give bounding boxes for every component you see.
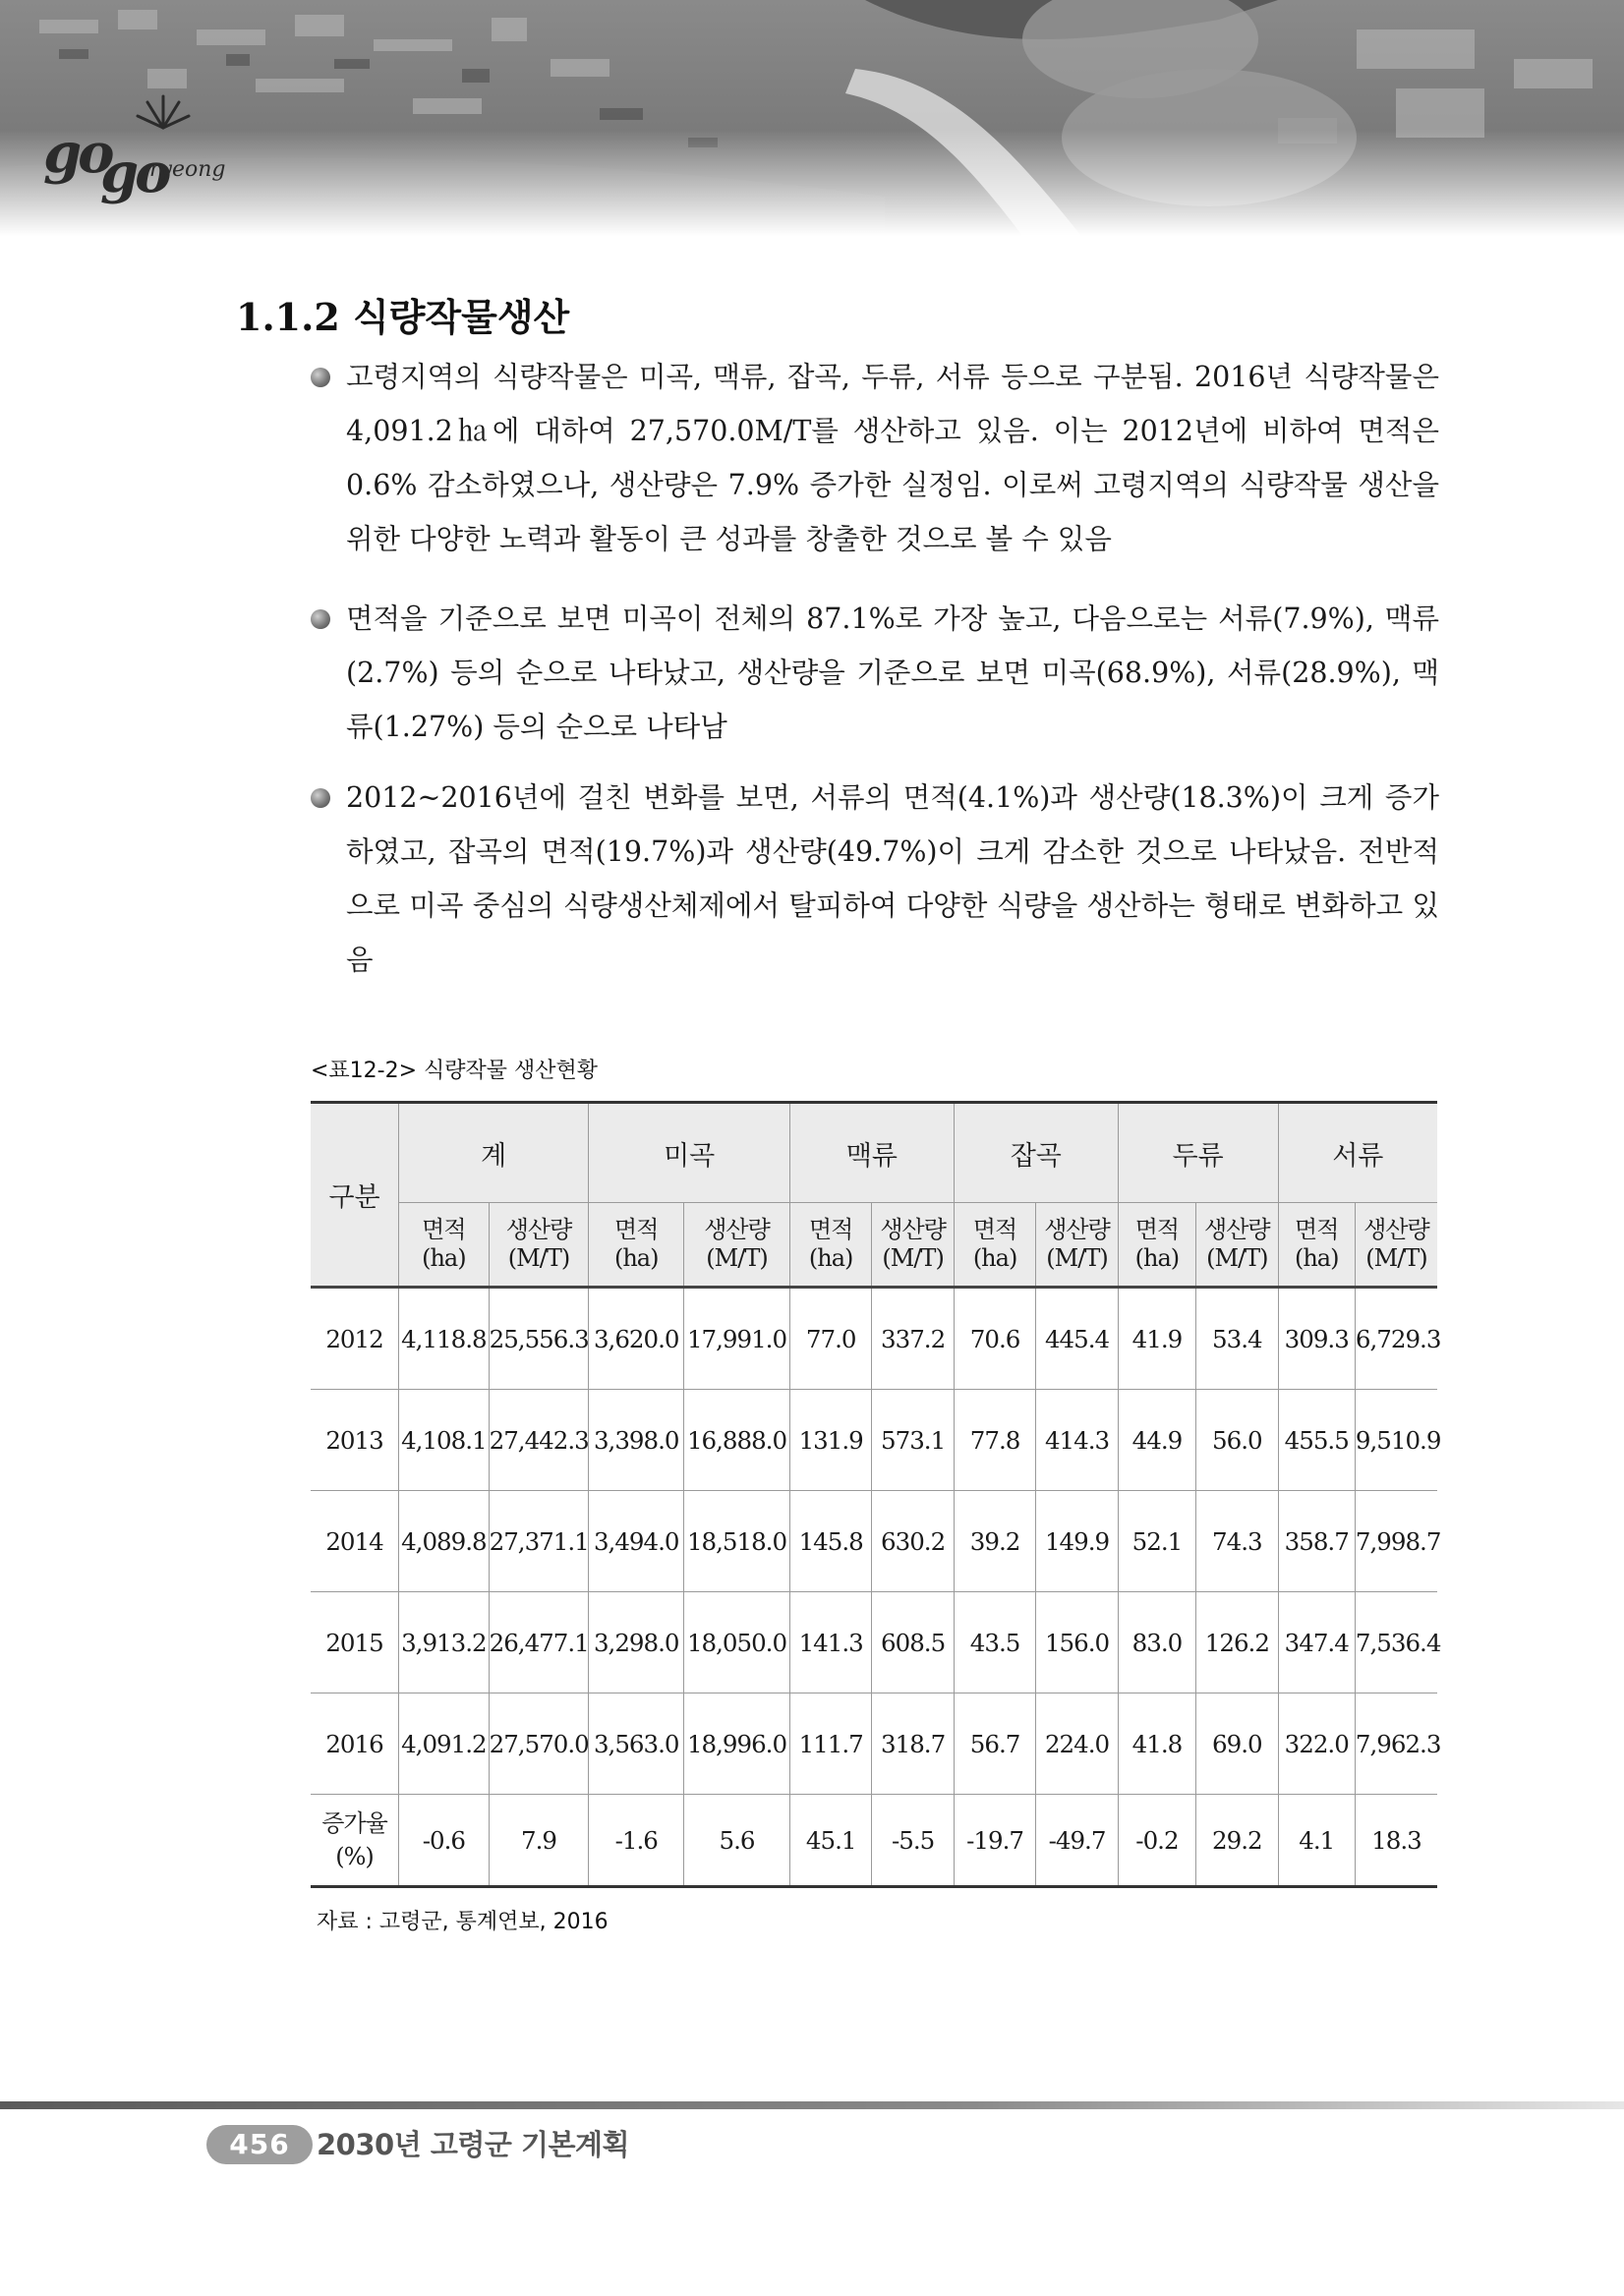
production-header (1196, 1203, 1278, 1288)
table-caption: <표12-2> 식량작물 생산현황 (311, 1059, 599, 1083)
production-header-unit: (M/T) (1365, 1244, 1427, 1272)
table-cell: 29.2 (1196, 1795, 1278, 1887)
table-cell: 27,570.0 (489, 1693, 589, 1795)
table-cell: 4,091.2 (399, 1693, 490, 1795)
table-cell: -1.6 (589, 1795, 684, 1887)
area-header (789, 1203, 871, 1288)
area-header (1118, 1203, 1195, 1288)
sun-rays-icon (134, 88, 193, 138)
row-label (311, 1795, 399, 1887)
table-cell: 358.7 (1278, 1491, 1355, 1592)
row-label: 2012 (311, 1288, 399, 1390)
table-cell: 18,996.0 (684, 1693, 790, 1795)
production-header (1036, 1203, 1118, 1288)
table-cell: 18,518.0 (684, 1491, 790, 1592)
row-label: 2013 (311, 1390, 399, 1491)
table-cell: 318.7 (872, 1693, 954, 1795)
table-cell: 3,563.0 (589, 1693, 684, 1795)
table-cell: 26,477.1 (489, 1592, 589, 1693)
table-cell: 126.2 (1196, 1592, 1278, 1693)
table-cell: 27,371.1 (489, 1491, 589, 1592)
group-header: 두류 (1118, 1103, 1278, 1203)
area-header-unit: (ha) (422, 1244, 466, 1272)
area-header-unit: (ha) (808, 1244, 853, 1272)
table-row (311, 1390, 1437, 1491)
table-cell: 3,298.0 (589, 1592, 684, 1693)
table-cell: 5.6 (684, 1795, 790, 1887)
area-header (954, 1203, 1035, 1288)
page-number: 456 (206, 2125, 313, 2164)
row-label: 2015 (311, 1592, 399, 1693)
table-cell: 149.9 (1036, 1491, 1118, 1592)
table-cell: -0.2 (1118, 1795, 1195, 1887)
header-banner (0, 0, 1624, 236)
table-cell: 9,510.9 (1355, 1390, 1437, 1491)
table-cell: 74.3 (1196, 1491, 1278, 1592)
paragraph-3: 2012~2016년에 걸친 변화를 보면, 서류의 면적(4.1%)과 생산량(18.3%)이 크게 증가하였고, 잡곡의 면적(19.7%)과 생산량(49.7%)이 크게 감소한 것으로 나타났음. 전반적으로 미곡 중심의 식량생산체제에서 탈피하여 다양한 식량을 생산하는 형태로 변화하고 있음 (346, 781, 1439, 976)
table-cell: 309.3 (1278, 1288, 1355, 1390)
production-header (1355, 1203, 1437, 1288)
logo-text-1: go (43, 121, 111, 186)
area-header (1278, 1203, 1355, 1288)
logo-text-2: go (100, 141, 168, 205)
table-row (311, 1592, 1437, 1693)
section-title: 1.1.2 식량작물생산 (236, 295, 570, 339)
table-cell: 445.4 (1036, 1288, 1118, 1390)
table-cell: 25,556.3 (489, 1288, 589, 1390)
production-header-label: 생산량 (1204, 1216, 1270, 1243)
table-cell: 17,991.0 (684, 1288, 790, 1390)
row-label: 2016 (311, 1693, 399, 1795)
table-cell: 77.8 (954, 1390, 1035, 1491)
area-header-label: 면적 (1134, 1216, 1180, 1243)
table-cell: 7,536.4 (1355, 1592, 1437, 1693)
table-cell: 455.5 (1278, 1390, 1355, 1491)
production-header (489, 1203, 589, 1288)
table-cell: 52.1 (1118, 1491, 1195, 1592)
table-cell: -0.6 (399, 1795, 490, 1887)
area-header-unit: (ha) (972, 1244, 1017, 1272)
bullet-icon (311, 368, 330, 387)
table-cell: 39.2 (954, 1491, 1035, 1592)
production-header (872, 1203, 954, 1288)
area-header-label: 면적 (614, 1216, 659, 1243)
table-cell: 53.4 (1196, 1288, 1278, 1390)
table-cell: 77.0 (789, 1288, 871, 1390)
table-cell: 3,620.0 (589, 1288, 684, 1390)
production-header-unit: (M/T) (507, 1244, 570, 1272)
area-header-label: 면적 (972, 1216, 1017, 1243)
production-header-unit: (M/T) (1046, 1244, 1108, 1272)
table-cell: 41.8 (1118, 1693, 1195, 1795)
paragraph-1: 고령지역의 식량작물은 미곡, 맥류, 잡곡, 두류, 서류 등으로 구분됨. 2016년 식량작물은 4,091.2㏊에 대하여 27,570.0M/T를 생산하고 있음. 이는 2012년에 비하여 면적은 0.6% 감소하였으나, 생산량은 7.9% 증가한 실정임. 이로써 고령지역의 식량작물 생산을 위한 다양한 노력과 활동이 큰 성과를 창출한 것으로 볼 수 있음 (346, 361, 1439, 555)
table-row (311, 1693, 1437, 1795)
table-row (311, 1288, 1437, 1390)
subheader-row (311, 1203, 1437, 1288)
production-header-unit: (M/T) (882, 1244, 944, 1272)
table-cell: 18.3 (1355, 1795, 1437, 1887)
area-header (589, 1203, 684, 1288)
table-cell: 7,962.3 (1355, 1693, 1437, 1795)
area-header-label: 면적 (808, 1216, 853, 1243)
area-header (399, 1203, 490, 1288)
area-header-label: 면적 (1295, 1216, 1339, 1243)
table-cell: 573.1 (872, 1390, 954, 1491)
production-header-unit: (M/T) (706, 1244, 768, 1272)
table-cell: 347.4 (1278, 1592, 1355, 1693)
production-header-unit: (M/T) (1206, 1244, 1268, 1272)
production-table-wrapper (311, 1101, 1441, 1888)
table-cell: -5.5 (872, 1795, 954, 1887)
area-header-unit: (ha) (1294, 1244, 1339, 1272)
rate-unit: (%) (335, 1843, 374, 1870)
footer-rule (0, 2101, 1624, 2109)
table-cell: 7.9 (489, 1795, 589, 1887)
table-cell: 3,913.2 (399, 1592, 490, 1693)
table-cell: 4,118.8 (399, 1288, 490, 1390)
table-cell: 608.5 (872, 1592, 954, 1693)
row-label: 2014 (311, 1491, 399, 1592)
rate-label: 증가율 (321, 1809, 387, 1837)
bullet-icon (311, 609, 330, 629)
production-header-label: 생산량 (505, 1216, 572, 1243)
table-cell: 69.0 (1196, 1693, 1278, 1795)
table-cell: 3,494.0 (589, 1491, 684, 1592)
table-header (311, 1103, 1437, 1288)
table-cell: 44.9 (1118, 1390, 1195, 1491)
area-header-label: 면적 (422, 1216, 466, 1243)
table-cell: 43.5 (954, 1592, 1035, 1693)
production-header-label: 생산량 (1044, 1216, 1110, 1243)
growth-rate-row (311, 1795, 1437, 1887)
bullet-icon (311, 788, 330, 808)
production-header-label: 생산량 (704, 1216, 770, 1243)
group-header: 맥류 (789, 1103, 954, 1203)
area-header-unit: (ha) (613, 1244, 659, 1272)
table-cell: 3,398.0 (589, 1390, 684, 1491)
table-cell: 145.8 (789, 1491, 871, 1592)
table-cell: 4,089.8 (399, 1491, 490, 1592)
group-header: 서류 (1278, 1103, 1437, 1203)
paragraph-2: 면적을 기준으로 보면 미곡이 전체의 87.1%로 가장 높고, 다음으로는 서류(7.9%), 맥류(2.7%) 등의 순으로 나타났고, 생산량을 기준으로 보면 미곡(68.9%), 서류(28.9%), 맥류(1.27%) 등의 순으로 나타남 (346, 603, 1439, 743)
table-cell: 141.3 (789, 1592, 871, 1693)
table-cell: 56.7 (954, 1693, 1035, 1795)
area-header-unit: (ha) (1134, 1244, 1180, 1272)
food-crop-production-table (311, 1101, 1441, 1888)
table-cell: 18,050.0 (684, 1592, 790, 1693)
table-cell: 224.0 (1036, 1693, 1118, 1795)
table-cell: 83.0 (1118, 1592, 1195, 1693)
table-body (311, 1288, 1441, 1887)
gogo-goryeong-logo (39, 88, 256, 205)
table-cell: 131.9 (789, 1390, 871, 1491)
table-cell: 337.2 (872, 1288, 954, 1390)
logo-subtext: ryeong (149, 157, 226, 182)
table-cell: 70.6 (954, 1288, 1035, 1390)
table-cell: 16,888.0 (684, 1390, 790, 1491)
table-cell: 6,729.3 (1355, 1288, 1437, 1390)
table-cell: 45.1 (789, 1795, 871, 1887)
production-header-label: 생산량 (880, 1216, 946, 1243)
production-header-label: 생산량 (1363, 1216, 1429, 1243)
table-cell: 27,442.3 (489, 1390, 589, 1491)
table-cell: -19.7 (954, 1795, 1035, 1887)
table-row (311, 1491, 1437, 1592)
table-cell: 630.2 (872, 1491, 954, 1592)
table-cell: 4.1 (1278, 1795, 1355, 1887)
table-cell: 111.7 (789, 1693, 871, 1795)
table-cell: 156.0 (1036, 1592, 1118, 1693)
footer-title: 2030년 고령군 기본계획 (317, 2128, 630, 2161)
table-cell: 414.3 (1036, 1390, 1118, 1491)
table-cell: 56.0 (1196, 1390, 1278, 1491)
table-cell: 7,998.7 (1355, 1491, 1437, 1592)
table-cell: 322.0 (1278, 1693, 1355, 1795)
production-header (684, 1203, 790, 1288)
group-header: 잡곡 (954, 1103, 1118, 1203)
table-cell: 41.9 (1118, 1288, 1195, 1390)
group-header: 미곡 (589, 1103, 790, 1203)
table-source: 자료 : 고령군, 통계연보, 2016 (317, 1910, 609, 1934)
table-cell: -49.7 (1036, 1795, 1118, 1887)
table-cell: 4,108.1 (399, 1390, 490, 1491)
group-header: 계 (399, 1103, 589, 1203)
corner-header: 구분 (311, 1103, 399, 1288)
